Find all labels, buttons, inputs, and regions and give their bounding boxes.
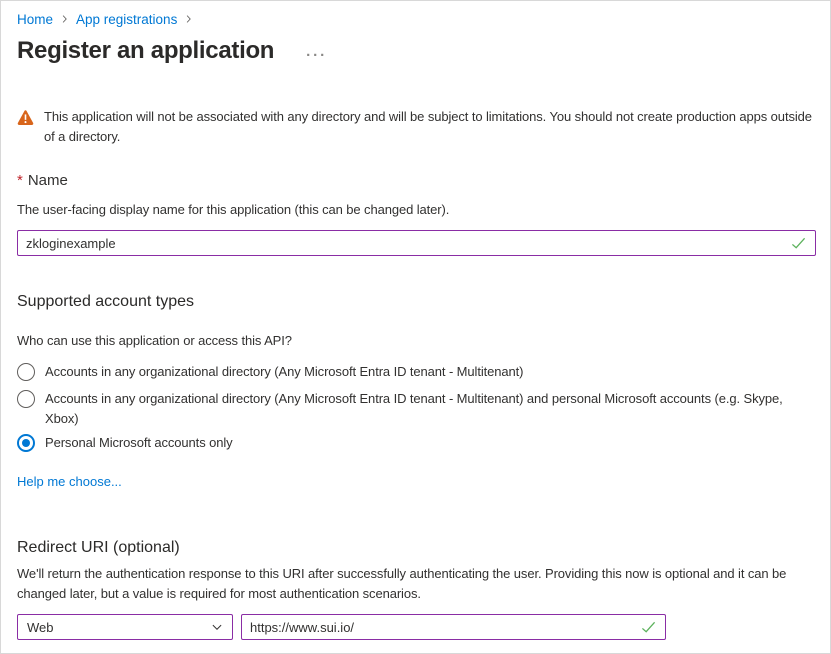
radio-option-personal-only[interactable] bbox=[17, 433, 233, 453]
chevron-down-icon bbox=[211, 621, 223, 633]
account-types-question: Who can use this application or access this API? bbox=[17, 333, 292, 348]
radio-option-multitenant[interactable] bbox=[17, 362, 523, 382]
section-heading-redirect-uri: Redirect URI (optional) bbox=[17, 539, 180, 556]
radio-button-selected[interactable] bbox=[17, 434, 35, 452]
warning-icon bbox=[17, 109, 34, 126]
name-description: The user-facing display name for this application (this can be changed later). bbox=[17, 202, 450, 217]
warning-banner bbox=[17, 107, 814, 147]
name-label bbox=[17, 171, 68, 190]
radio-option-multitenant-personal[interactable] bbox=[17, 389, 803, 429]
breadcrumb bbox=[17, 9, 193, 29]
name-input[interactable] bbox=[18, 231, 791, 255]
platform-select-value: Web bbox=[27, 619, 54, 635]
register-application-page bbox=[1, 1, 830, 653]
redirect-uri-input-container bbox=[241, 614, 666, 640]
breadcrumb-chevron-icon bbox=[60, 14, 69, 24]
radio-button[interactable] bbox=[17, 390, 35, 408]
page-title: Register an application bbox=[17, 37, 275, 64]
help-me-choose-link[interactable]: Help me choose... bbox=[17, 474, 122, 489]
radio-option-label[interactable]: Personal Microsoft accounts only bbox=[45, 435, 233, 450]
breadcrumb-link-app-registrations[interactable]: App registrations bbox=[76, 11, 178, 27]
checkmark-icon bbox=[641, 620, 656, 635]
breadcrumb-link-home[interactable]: Home bbox=[17, 11, 54, 27]
platform-select[interactable] bbox=[17, 614, 233, 640]
breadcrumb-chevron-icon bbox=[184, 14, 193, 24]
warning-text: This application will not be associated with any directory and will be subject to limitations. You should not create production apps outside of a directory. bbox=[44, 109, 812, 144]
redirect-uri-row bbox=[17, 614, 666, 640]
name-input-container bbox=[17, 230, 816, 256]
name-label-text: Name bbox=[27, 172, 68, 189]
section-heading-supported-account-types: Supported account types bbox=[17, 293, 195, 310]
redirect-uri-input[interactable] bbox=[242, 615, 641, 639]
radio-button[interactable] bbox=[17, 363, 35, 381]
redirect-uri-description: We'll return the authentication response to this URI after successfully authenticating the user. Providing this now is optional and it can be changed later, but a value is required for most authentication scenarios. bbox=[17, 566, 787, 601]
more-menu-button[interactable] bbox=[304, 46, 329, 64]
radio-option-label[interactable]: Accounts in any organizational directory (Any Microsoft Entra ID tenant - Multitenant) bbox=[45, 364, 524, 379]
checkmark-icon bbox=[791, 236, 806, 251]
radio-option-label[interactable]: Accounts in any organizational directory (Any Microsoft Entra ID tenant - Multitenant) and personal Microsoft accounts (e.g. Skype, Xbox) bbox=[45, 391, 783, 426]
title-row bbox=[17, 34, 329, 67]
required-asterisk: * bbox=[17, 172, 23, 189]
ellipsis-icon: ··· bbox=[306, 46, 328, 64]
